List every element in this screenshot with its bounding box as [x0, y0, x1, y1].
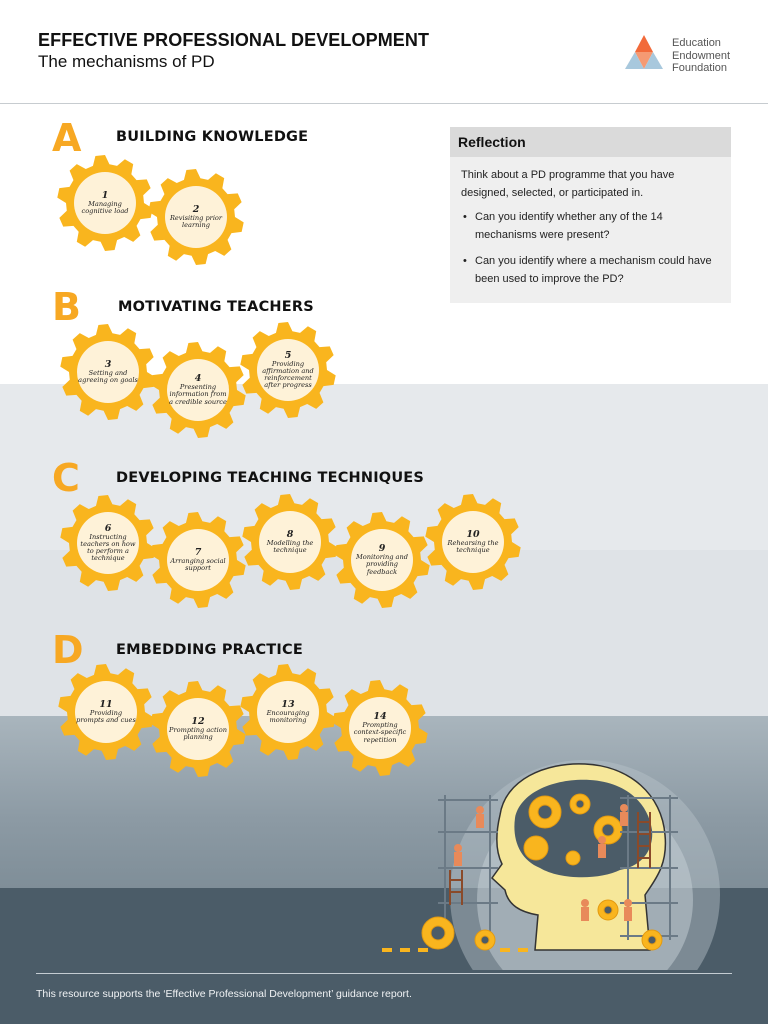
logo-line: Foundation — [672, 62, 728, 74]
reflection-bullet: • Can you identify whether any of the 14 mechanisms were present? — [461, 208, 721, 244]
gear-text: Modelling the technique — [266, 538, 314, 554]
section-title-a: BUILDING KNOWLEDGE — [116, 129, 309, 145]
gear-text: Presenting information from a credible source — [169, 383, 227, 406]
gear-text: Rehearsing the technique — [447, 538, 499, 554]
gear-text: Setting and agreeing on goals — [78, 368, 138, 384]
gear-number: 1 — [101, 189, 109, 201]
gear-text: Providing affirmation and reinforcement after progress — [262, 359, 314, 390]
gear-number: 8 — [286, 528, 294, 540]
gear-text: Instructing teachers on how to perform a technique — [80, 532, 136, 563]
mechanism-gear-1 — [55, 153, 155, 253]
eef-logo-text — [672, 37, 730, 75]
footer-divider — [36, 973, 732, 974]
gear-text: Arranging social support — [170, 556, 226, 572]
mechanism-gear-10 — [423, 492, 523, 592]
gear-text: Prompting context-specific repetition — [353, 721, 407, 744]
gear-number: 2 — [192, 203, 200, 215]
reflection-box — [450, 127, 731, 303]
reflection-intro: Think about a PD programme that you have designed, selected, or participated in. — [461, 169, 675, 199]
gear-number: 9 — [378, 543, 386, 555]
mechanism-gear-7 — [148, 510, 248, 610]
gear-number: 14 — [373, 711, 387, 723]
gear-text: Managing cognitive load — [81, 199, 129, 215]
gear-number: 4 — [194, 373, 202, 385]
footer-text: This resource supports the ‘Effective Professional Development’ guidance report. — [36, 988, 412, 1000]
page-header — [0, 0, 768, 104]
mechanism-gear-8 — [240, 492, 340, 592]
page-subtitle: The mechanisms of PD — [38, 52, 215, 71]
gear-number: 6 — [104, 522, 112, 534]
head-gears-illustration — [380, 740, 768, 970]
section-title-c: DEVELOPING TEACHING TECHNIQUES — [116, 470, 425, 486]
page-title: EFFECTIVE PROFESSIONAL DEVELOPMENT — [38, 30, 430, 50]
gear-text: Revisiting prior learning — [169, 213, 223, 229]
gear-number: 12 — [191, 715, 205, 727]
gear-number: 13 — [281, 698, 295, 710]
gear-text: Providing prompts and cues — [76, 708, 136, 724]
gear-number: 11 — [99, 698, 113, 710]
section-letter-c: C — [52, 456, 80, 500]
reflection-heading: Reflection — [450, 127, 731, 157]
mechanism-gear-13 — [238, 662, 338, 762]
section-letter-d: D — [52, 628, 84, 672]
mechanism-gear-5 — [238, 320, 338, 420]
mechanism-gear-3 — [58, 322, 158, 422]
gear-text: Prompting action planning — [169, 725, 227, 741]
gear-text: Encouraging monitoring — [266, 708, 310, 724]
gear-number: 5 — [284, 349, 292, 361]
mechanism-gear-11 — [56, 662, 156, 762]
section-title-b: MOTIVATING TEACHERS — [118, 299, 314, 315]
logo-line: Education — [672, 37, 721, 49]
section-letter-a: A — [52, 116, 82, 160]
mechanism-gear-9 — [332, 510, 432, 610]
reflection-list — [461, 208, 721, 288]
mechanism-gear-4 — [148, 340, 248, 440]
mechanism-gear-2 — [146, 167, 246, 267]
section-letter-b: B — [52, 285, 81, 329]
reflection-bullet: • Can you identify where a mechanism could have been used to improve the PD? — [461, 252, 721, 288]
gear-text: Monitoring and providing feedback — [356, 553, 408, 576]
mechanism-gear-12 — [148, 679, 248, 779]
mechanism-gear-6 — [58, 493, 158, 593]
gear-number: 3 — [104, 358, 112, 370]
gear-number: 7 — [194, 546, 202, 558]
gear-number: 10 — [466, 528, 480, 540]
logo-line: Endowment — [672, 49, 731, 62]
section-title-d: EMBEDDING PRACTICE — [116, 642, 303, 658]
